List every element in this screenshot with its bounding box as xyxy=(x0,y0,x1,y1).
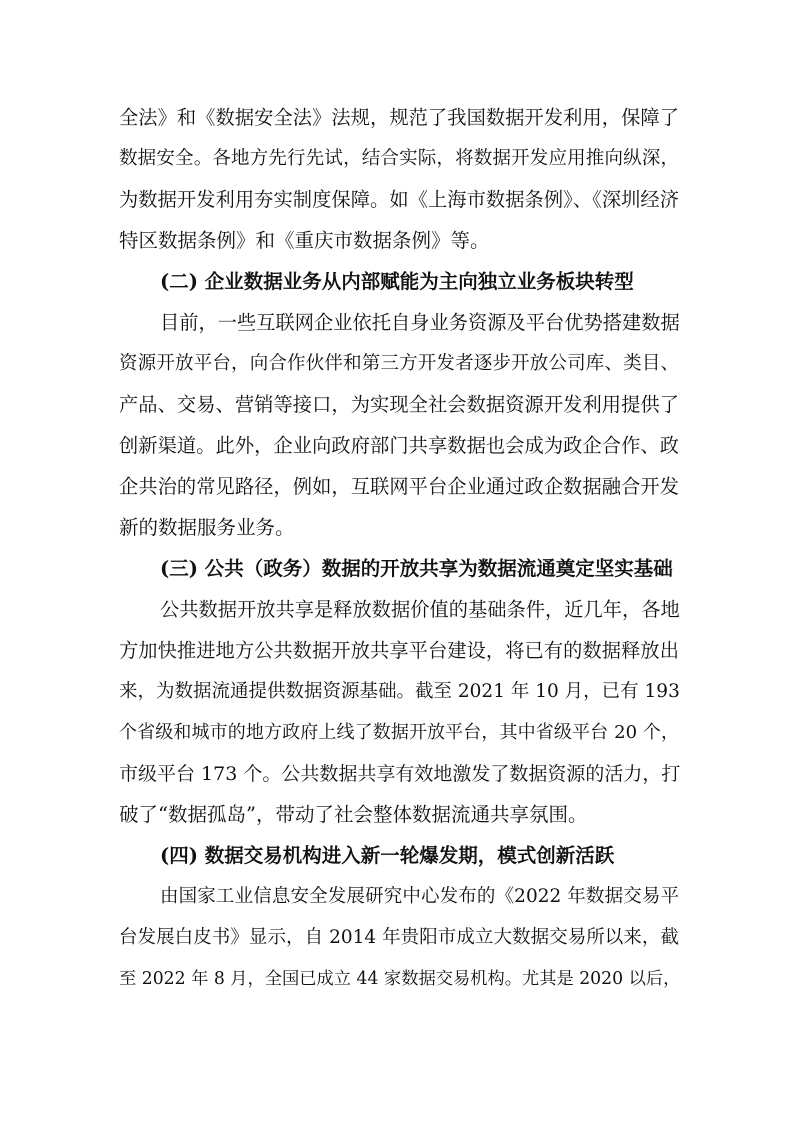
body-line: 数据安全。各地方先行先试，结合实际，将数据开发应用推向纵深， xyxy=(119,148,679,169)
body-line: 市级平台 173 个。公共数据共享有效地激发了数据资源的活力，打 xyxy=(119,763,681,785)
body-line: 特区数据条例》和《重庆市数据条例》等。 xyxy=(119,229,490,252)
section-heading: (二) 企业数据业务从内部赋能为主向独立业务板块转型 xyxy=(160,270,634,293)
body-line: 台发展白皮书》显示，自 2014 年贵阳市成立大数据交易所以来，截 xyxy=(119,927,679,948)
body-line: 由国家工业信息安全发展研究中心发布的《2022 年数据交易平 xyxy=(160,886,679,907)
body-line: 全法》和《数据安全法》法规，规范了我国数据开发利用，保障了 xyxy=(119,106,679,129)
body-line: 破了“数据孤岛”，带动了社会整体数据流通共享氛围。 xyxy=(119,803,588,826)
body-line: 来，为数据流通提供数据资源基础。截至 2021 年 10 月，已有 193 xyxy=(119,681,680,702)
section-heading: (三) 公共（政务）数据的开放共享为数据流通奠定坚实基础 xyxy=(160,557,673,580)
body-line: 新的数据服务业务。 xyxy=(119,516,295,539)
body-line: 至 2022 年 8 月，全国已成立 44 家数据交易机构。尤其是 2020 以后， xyxy=(119,969,681,989)
body-line: 为数据开发利用夯实制度保障。如《上海市数据条例》、《深圳经济 xyxy=(119,188,679,211)
body-line: 目前，一些互联网企业依托自身业务资源及平台优势搭建数据 xyxy=(160,311,680,334)
body-line: 公共数据开放共享是释放数据价值的基础条件，近几年，各地 xyxy=(160,598,680,621)
body-line: 资源开放平台，向合作伙伴和第三方开发者逐步开放公司库、类目、 xyxy=(119,353,679,374)
body-line: 企共治的常见路径，例如，互联网平台企业通过政企数据融合开发 xyxy=(119,475,679,498)
body-line: 创新渠道。此外，企业向政府部门共享数据也会成为政企合作、政 xyxy=(119,434,679,457)
body-line: 方加快推进地方公共数据开放共享平台建设，将已有的数据释放出 xyxy=(119,639,679,662)
section-heading: (四) 数据交易机构进入新一轮爆发期，模式创新活跃 xyxy=(160,844,615,867)
body-line: 产品、交易、营销等接口，为实现全社会数据资源开发利用提供了 xyxy=(119,393,679,416)
body-line: 个省级和城市的地方政府上线了数据开放平台，其中省级平台 20 个， xyxy=(119,722,679,743)
